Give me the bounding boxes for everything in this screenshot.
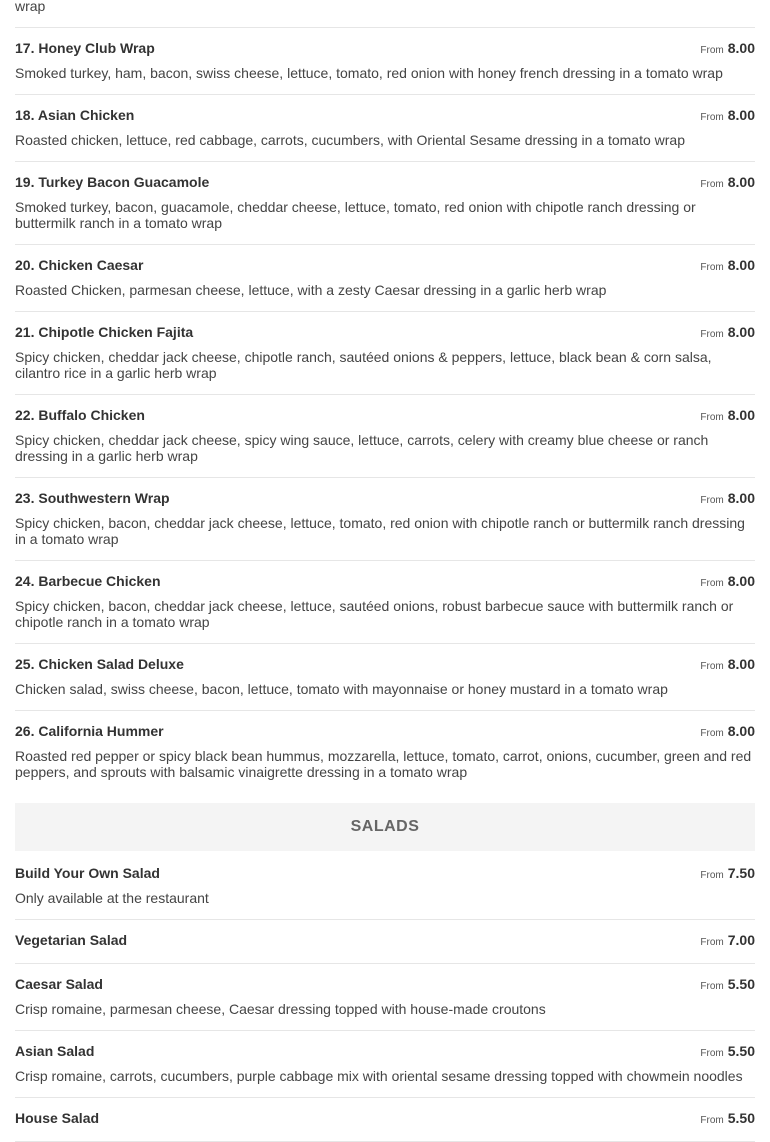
item-name: 20. Chicken Caesar: [15, 257, 144, 273]
wraps-list: [15, 28, 755, 793]
item-price-group: [700, 490, 755, 508]
menu-item-row: [15, 324, 755, 342]
from-label: From: [700, 329, 724, 340]
item-price-group: [700, 573, 755, 591]
from-label: From: [700, 981, 724, 992]
menu-item[interactable]: [15, 561, 755, 644]
item-price: 5.50: [727, 1110, 755, 1126]
item-price-group: [700, 865, 755, 883]
item-name: 22. Buffalo Chicken: [15, 407, 145, 423]
menu-item-row: [15, 865, 755, 883]
menu-item[interactable]: [15, 95, 755, 162]
item-description: wrap: [15, 0, 46, 14]
item-price: 8.00: [727, 407, 755, 423]
menu-item[interactable]: [15, 711, 755, 793]
menu-item-row: [15, 490, 755, 508]
from-label: From: [700, 661, 724, 672]
from-label: From: [700, 262, 724, 273]
menu-item[interactable]: [15, 920, 755, 964]
menu-item-row: [15, 1110, 755, 1128]
item-price: 8.00: [727, 40, 755, 56]
menu-item[interactable]: [15, 245, 755, 312]
item-price-group: [700, 1110, 755, 1128]
menu-item[interactable]: [15, 1031, 755, 1098]
item-price-group: [700, 1043, 755, 1061]
menu-item[interactable]: [15, 395, 755, 478]
item-name: 24. Barbecue Chicken: [15, 573, 161, 589]
menu-item-row: [15, 407, 755, 425]
item-price: 7.50: [727, 865, 755, 881]
item-name: 18. Asian Chicken: [15, 107, 135, 123]
item-price: 5.50: [727, 976, 755, 992]
item-description: Smoked turkey, bacon, guacamole, cheddar cheese, lettuce, tomato, red onion with chipotle ranch dressing or buttermilk ranch in a tomato wrap: [15, 199, 696, 231]
menu-item[interactable]: [15, 478, 755, 561]
from-label: From: [700, 937, 724, 948]
item-description: Spicy chicken, cheddar jack cheese, chipotle ranch, sautéed onions & peppers, lettuce, black bean & corn salsa, cilantro rice in a garlic herb wrap: [15, 349, 712, 381]
item-price: 8.00: [727, 656, 755, 672]
item-price-group: [700, 174, 755, 192]
item-price: 8.00: [727, 723, 755, 739]
menu-item[interactable]: [15, 28, 755, 95]
item-description: Only available at the restaurant: [15, 890, 209, 906]
menu-item-row: [15, 573, 755, 591]
item-price-group: [700, 257, 755, 275]
menu-item-row: [15, 107, 755, 125]
item-description: Chicken salad, swiss cheese, bacon, lettuce, tomato with mayonnaise or honey mustard in a tomato wrap: [15, 681, 668, 697]
menu-list: [15, 0, 755, 1142]
menu-item-row: [15, 976, 755, 994]
item-price: 8.00: [727, 490, 755, 506]
item-price: 7.00: [727, 932, 755, 948]
menu-item-partial: [15, 0, 755, 28]
item-name: 17. Honey Club Wrap: [15, 40, 155, 56]
item-name: 21. Chipotle Chicken Fajita: [15, 324, 194, 340]
item-price: 8.00: [727, 573, 755, 589]
item-price-group: [700, 723, 755, 741]
from-label: From: [700, 112, 724, 123]
item-price: 8.00: [727, 257, 755, 273]
item-name: Asian Salad: [15, 1043, 95, 1059]
item-price-group: [700, 932, 755, 950]
menu-item-row: [15, 932, 755, 950]
from-label: From: [700, 1115, 724, 1126]
item-description: Crisp romaine, carrots, cucumbers, purple cabbage mix with oriental sesame dressing topped with chowmein noodles: [15, 1068, 743, 1084]
item-name: Caesar Salad: [15, 976, 103, 992]
menu-item-row: [15, 723, 755, 741]
item-price-group: [700, 107, 755, 125]
item-description: Crisp romaine, parmesan cheese, Caesar dressing topped with house-made croutons: [15, 1001, 546, 1017]
item-price-group: [700, 407, 755, 425]
from-label: From: [700, 728, 724, 739]
menu-item[interactable]: [15, 644, 755, 711]
item-name: 23. Southwestern Wrap: [15, 490, 170, 506]
menu-item-row: [15, 1043, 755, 1061]
item-description: Roasted red pepper or spicy black bean hummus, mozzarella, lettuce, tomato, carrot, onions, cucumber, green and red peppers, and sprouts with balsamic vinaigrette dressing in a tomato wrap: [15, 748, 752, 780]
item-name: Build Your Own Salad: [15, 865, 160, 881]
item-price: 8.00: [727, 107, 755, 123]
item-name: House Salad: [15, 1110, 100, 1126]
item-description: Spicy chicken, bacon, cheddar jack cheese, lettuce, tomato, red onion with chipotle ranch or buttermilk ranch dressing in a tomato wrap: [15, 515, 745, 547]
from-label: From: [700, 1048, 724, 1059]
from-label: From: [700, 45, 724, 56]
item-description: Spicy chicken, cheddar jack cheese, spicy wing sauce, lettuce, carrots, celery with creamy blue cheese or ranch dressing in a garlic herb wrap: [15, 432, 709, 464]
menu-item-row: [15, 257, 755, 275]
item-price-group: [700, 656, 755, 674]
from-label: From: [700, 495, 724, 506]
menu-item-row: [15, 40, 755, 58]
item-description: Smoked turkey, ham, bacon, swiss cheese, lettuce, tomato, red onion with honey french dressing in a tomato wrap: [15, 65, 723, 81]
item-description: Spicy chicken, bacon, cheddar jack cheese, lettuce, sautéed onions, robust barbecue sauce with buttermilk ranch or chipotle ranch in a tomato wrap: [15, 598, 734, 630]
section-header-salads: SALADS: [15, 803, 755, 851]
item-price-group: [700, 324, 755, 342]
item-name: 19. Turkey Bacon Guacamole: [15, 174, 210, 190]
item-price: 5.50: [727, 1043, 755, 1059]
menu-item[interactable]: [15, 1098, 755, 1142]
menu-item-row: [15, 656, 755, 674]
item-price-group: [700, 976, 755, 994]
from-label: From: [700, 412, 724, 423]
item-name: Vegetarian Salad: [15, 932, 128, 948]
from-label: From: [700, 870, 724, 881]
item-name: 25. Chicken Salad Deluxe: [15, 656, 184, 672]
from-label: From: [700, 179, 724, 190]
menu-item-row: [15, 174, 755, 192]
menu-item[interactable]: [15, 853, 755, 920]
item-price-group: [700, 40, 755, 58]
menu-item[interactable]: [15, 964, 755, 1031]
item-price: 8.00: [727, 324, 755, 340]
menu-item[interactable]: [15, 312, 755, 395]
menu-item[interactable]: [15, 162, 755, 245]
item-price: 8.00: [727, 174, 755, 190]
from-label: From: [700, 578, 724, 589]
item-description: Roasted Chicken, parmesan cheese, lettuce, with a zesty Caesar dressing in a garlic herb wrap: [15, 282, 607, 298]
item-name: 26. California Hummer: [15, 723, 164, 739]
salads-list: [15, 853, 755, 1142]
item-description: Roasted chicken, lettuce, red cabbage, carrots, cucumbers, with Oriental Sesame dressing in a tomato wrap: [15, 132, 685, 148]
